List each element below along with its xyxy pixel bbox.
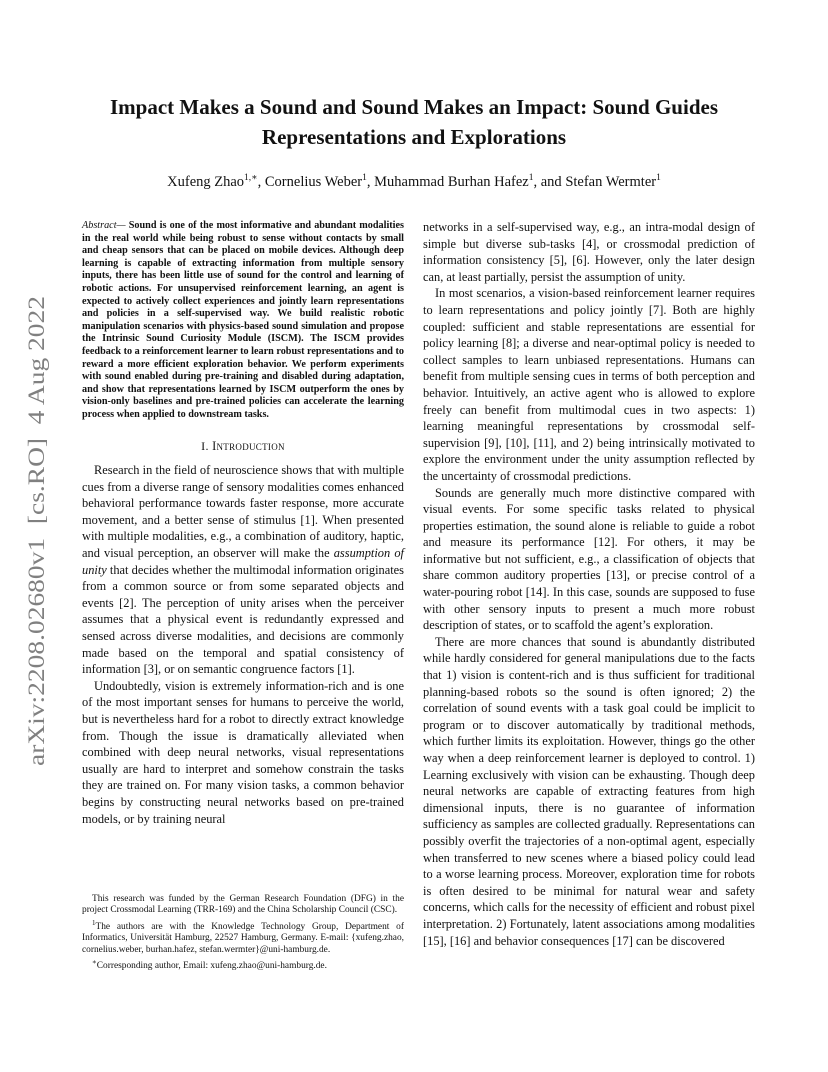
paragraph-text: that decides whether the multimodal information originates from a common source or from some separated objects and events [2]. The perception of unity arises when the perceiver assumes that a physical event is redundantly expressed and sensed across diverse modalities, and decisions are commonly made based on the temporal and spatial consistency of information [3], or on semantic congruence factors [1].: [82, 562, 404, 677]
paragraph-text: Research in the field of neuroscience shows that with multiple cues from a diverse range of sensory modalities comes enhanced behavioral performance towards faster response, more accurate movement, and a better sense of stimulus [1]. When presented with multiple modalities, e.g., a combination of auditory, haptic, and visual perception, an observer will make the: [82, 463, 404, 561]
intro-paragraph-2: Undoubtedly, vision is extremely information-rich and is one of the most important senses for humans to perceive the world, but is nevertheless hard for a robot to directly extract knowledge from. Though the issue is dramatically alleviated when combined with deep neural networks, visual representations usually are hard to interpret and somehow constrain the tasks they are trained on. For many vision tasks, a common behavior begins by constructing neural networks based on pre-trained models, or by training neural: [82, 678, 404, 826]
arxiv-identifier-text: arXiv:2208.02680v1 [cs.RO] 4 Aug 2022: [24, 363, 50, 766]
left-column: [82, 220, 404, 827]
author-name: Muhammad Burhan Hafez: [374, 173, 529, 190]
right-column: [423, 219, 755, 949]
author-name: Xufeng Zhao: [167, 173, 245, 190]
right-paragraph-4: There are more chances that sound is abundantly distributed while hardly considered for general manipulations due to the facts that 1) vision is content-rich and is thus sufficient for traditional planning-based robots so the sound is often ignored; 2) the correlation of sound events with a task goal could be implicit to program or to discover automatically by traditional methods, which further limits its exploitation. However, things go the other way when a deep reinforcement learner is deployed to control. 1) Learning exclusively with vision can be exhausting. Though deep neural networks are capable of extracting features from high dimensional inputs, there is no guarantee of information sufficiency as samples are collected gradually. Representations can possibly overfit the trajectories of a non-optimal agent, especially when transferred to new scenes where a biased policy could lead to a worse learning process. Moreover, exploration time for robots is often desired to be minimal for natural wear and safety concerns, which calls for the necessity of efficient and robust pixel interpretation. 2) Fortunately, latent associations among modalities [15], [16] and behavior consequences [17] can be discovered: [423, 634, 756, 948]
paper-title: Impact Makes a Sound and Sound Makes an Impact: Sound Guides Representations and Explorations: [109, 95, 718, 149]
author-affiliation-mark: 1: [656, 173, 661, 183]
funding-footnote: This research was funded by the German Research Foundation (DFG) in the project Crossmodal Learning (TRR-169) and the China Scholarship Council (CSC).: [82, 894, 404, 916]
section-name: Introduction: [212, 438, 285, 453]
intro-paragraph-1: [82, 462, 404, 678]
right-paragraph-3: Sounds are generally much more distinctive compared with visual events. For some specific tasks related to physical properties estimation, the sound alone is reliable to guide a robot and measure its performance [12]. For others, it may be informative but not sufficient, e.g., a classification of objects that share common auditory properties [13], or precise control of a water-pouring robot [14]. In this case, sounds are supposed to fuse with other sensory inputs to present a much more robust description of states, or to scaffold the agent’s exploration.: [423, 485, 755, 633]
author-list: Xufeng Zhao$^{1,∗}$, Cornelius Weber$^1$, Muhammad Burhan Hafez$^1$, and Stefan Wermter$^1$: [167, 173, 661, 190]
footnote-text: Corresponding author, Email: xufeng.zhao@uni-hamburg.de.: [96, 961, 327, 972]
author-name: Cornelius Weber: [264, 173, 363, 190]
abstract-lead: Abstract—: [82, 220, 126, 231]
right-paragraph-1: networks in a self-supervised way, e.g., an intra-modal design of simple but diverse sub-tasks [4], or crossmodal prediction of information consistency [5], [6]. However, only the later design can, at least partially, persist the assumption of unity.: [423, 220, 755, 284]
corresponding-author-footnote: [82, 957, 404, 973]
affiliation-footnote: [82, 918, 404, 956]
section-heading-introduction: [82, 438, 404, 455]
abstract-text: Sound is one of the most informative and abundant modalities in the real world while being robust to sense without contacts by small and cheap sensors that can be placed on mobile devices. Although deep learning is capable of extracting information from multiple sensory inputs, there has been little use of sound for the control and learning of robotic actions. For unsupervised reinforcement learning, an agent is expected to actively collect experiences and jointly learn representations and policies in a self-supervised way. We build realistic robotic manipulation scenarios with physics-based sound simulation and propose the Intrinsic Sound Curiosity Module (ISCM). The ISCM provides feedback to a reinforcement learner to learn robust representations and to reward a more efficient exploration behavior. We perform experiments with sound enabled during pre-training and disabled during adaptation, and show that representations learned by ISCM outperform the ones by vision-only baselines and pre-trained policies can accelerate the learning process when applied to downstream tasks.: [82, 220, 404, 420]
footnote-text: The authors are with the Knowledge Technology Group, Department of Informatics, Universität Hamburg, 22527 Hamburg, Germany. E-mail: {xufeng.zhao, cornelius.weber, burhan.hafez, stefan.wermter}@uni-hamburg.de.: [82, 921, 404, 955]
footnote-mark: ∗: [92, 958, 97, 967]
author-affiliation-mark: 1: [362, 173, 367, 183]
abstract: [82, 220, 404, 422]
section-number: I.: [201, 438, 213, 453]
author-affiliation-mark: 1: [528, 173, 534, 183]
arxiv-identifier-stamp: [22, 290, 52, 770]
right-paragraph-2: In most scenarios, a vision-based reinforcement learner requires to learn representations and policy jointly [7]. Both are highly coupled: sufficient and stable representations are essential for policy learning [8]; a diverse and near-optimal policy is needed to collect samples to learn unbiased representations. Humans can benefit from multiple sensing cues in terms of both perception and behavior. Intuitively, an active agent who is allowed to explore freely can benefit from multimodal cues in two aspects: 1) learning meaningful representations by crossmodal self-supervision [9], [10], [11], and 2) being intrinsically motivated to explore the environment under the unity assumption reflected by the uncertainty of crossmodal predictions.: [423, 286, 755, 483]
footnotes: [82, 894, 404, 974]
author-affiliation-mark: 1,∗: [244, 173, 258, 183]
footnote-mark: 1: [92, 918, 96, 927]
emphasis-term: assumption of unity: [82, 546, 404, 577]
author-name: Stefan Wermter: [565, 173, 657, 190]
